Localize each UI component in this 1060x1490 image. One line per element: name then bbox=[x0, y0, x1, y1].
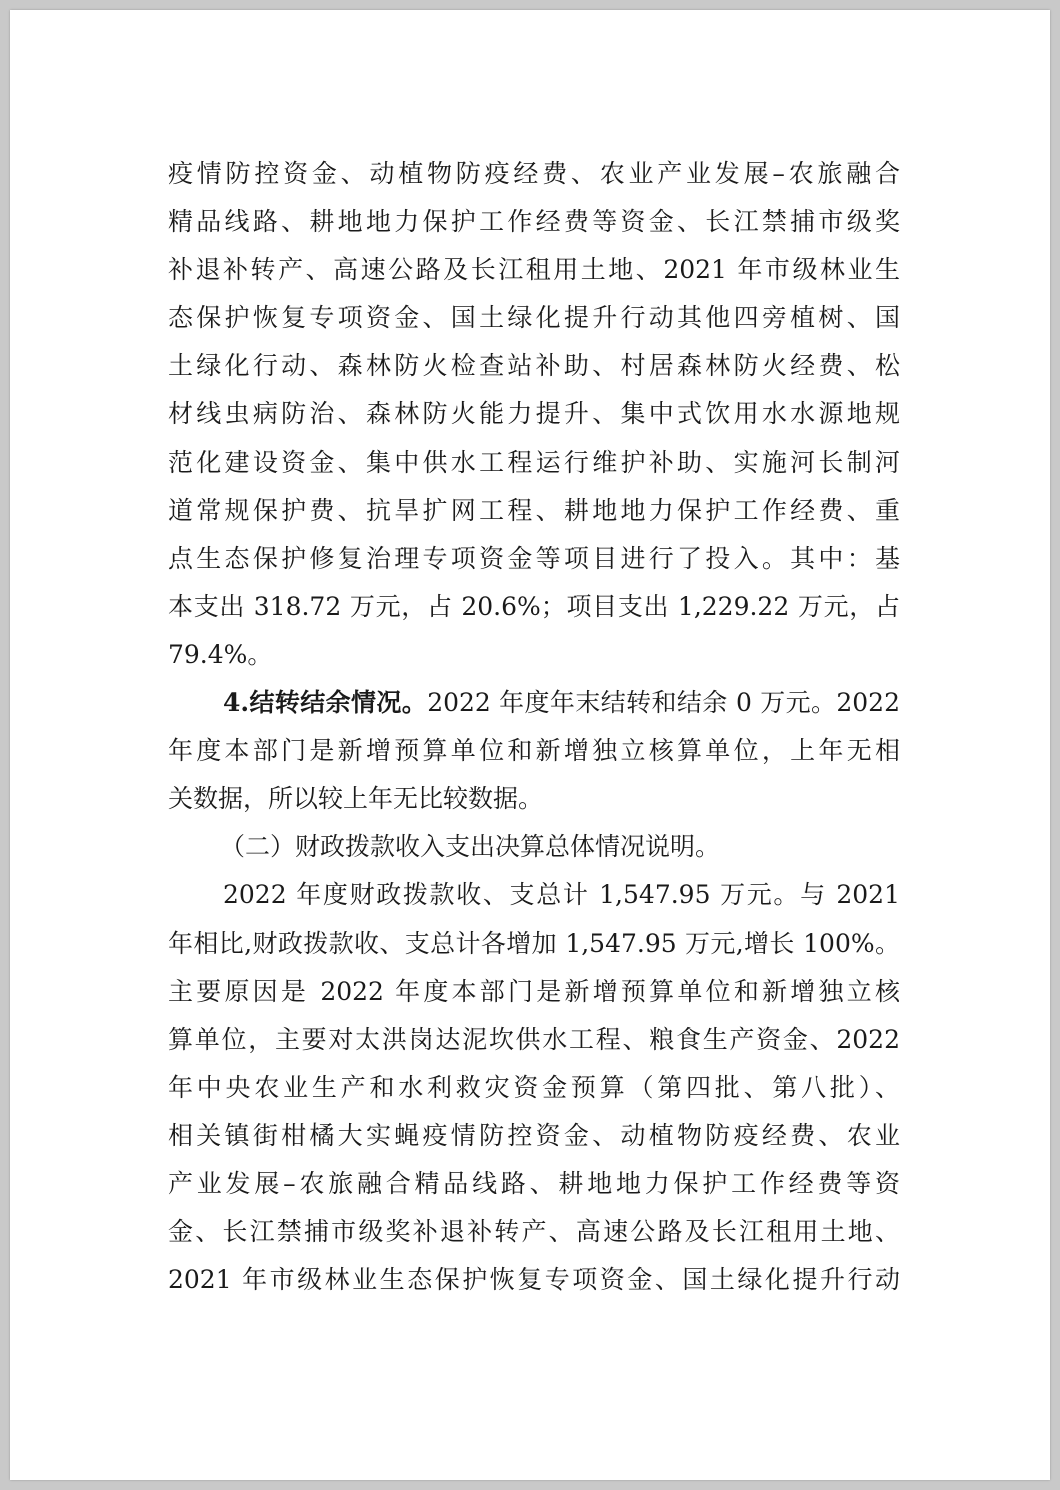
paragraph-line: 相关镇街柑橘大实蝇疫情防控资金、动植物防疫经费、农业 bbox=[168, 1120, 900, 1150]
paragraph-line: 金、长江禁捕市级奖补退补转产、高速公路及长江租用土地、 bbox=[168, 1217, 900, 1247]
paragraph-line: 算单位，主要对太洪岗达泥坎供水工程、粮食生产资金、2022 bbox=[168, 1024, 900, 1054]
paragraph-line: 2021 年市级林业生态保护恢复专项资金、国土绿化提升行动 bbox=[168, 1265, 900, 1295]
paragraph-line: 本支出 318.72 万元，占 20.6%；项目支出 1,229.22 万元，占 bbox=[168, 591, 900, 621]
carryover-paragraph-first-line bbox=[168, 679, 900, 727]
paragraph-line: 精品线路、耕地地力保护工作经费等资金、长江禁捕市级奖 bbox=[168, 207, 900, 237]
paragraph-line: 道常规保护费、抗旱扩网工程、耕地地力保护工作经费、重 bbox=[168, 495, 900, 525]
paragraph-line: 疫情防控资金、动植物防疫经费、农业产业发展–农旅融合 bbox=[168, 159, 900, 188]
section-heading: （二）财政拨款收入支出决算总体情况说明。 bbox=[220, 832, 721, 862]
paragraph-line: 79.4%。 bbox=[168, 639, 273, 669]
carryover-text: 2022 年度年末结转和结余 0 万元。2022 bbox=[427, 688, 900, 718]
document-page bbox=[10, 10, 1050, 1480]
paragraph-line: 补退补转产、高速公路及长江租用土地、2021 年市级林业生 bbox=[168, 255, 900, 285]
paragraph-line: 土绿化行动、森林防火检查站补助、村居森林防火经费、松 bbox=[168, 351, 900, 381]
paragraph-line: 材线虫病防治、森林防火能力提升、集中式饮用水水源地规 bbox=[168, 399, 900, 429]
document-body bbox=[168, 150, 900, 1304]
paragraph-line: 2022 年度财政拨款收、支总计 1,547.95 万元。与 2021 bbox=[223, 880, 900, 910]
paragraph-line: 点生态保护修复治理专项资金等项目进行了投入。其中：基 bbox=[168, 543, 900, 573]
paragraph-line: 产业发展–农旅融合精品线路、耕地地力保护工作经费等资 bbox=[168, 1168, 900, 1198]
carryover-heading: 4.结转结余情况。 bbox=[223, 688, 428, 718]
paragraph-line: 主要原因是 2022 年度本部门是新增预算单位和新增独立核 bbox=[168, 976, 900, 1006]
paragraph-line: 年度本部门是新增预算单位和新增独立核算单位，上年无相 bbox=[168, 736, 900, 766]
paragraph-line: 态保护恢复专项资金、国土绿化提升行动其他四旁植树、国 bbox=[168, 303, 900, 333]
paragraph-line: 范化建设资金、集中供水工程运行维护补助、实施河长制河 bbox=[168, 447, 900, 477]
paragraph-line: 年相比,财政拨款收、支总计各增加 1,547.95 万元,增长 100%。 bbox=[168, 928, 900, 958]
paragraph-line: 关数据，所以较上年无比较数据。 bbox=[168, 784, 544, 814]
paragraph-line: 年中央农业生产和水利救灾资金预算（第四批、第八批）、 bbox=[168, 1072, 900, 1102]
